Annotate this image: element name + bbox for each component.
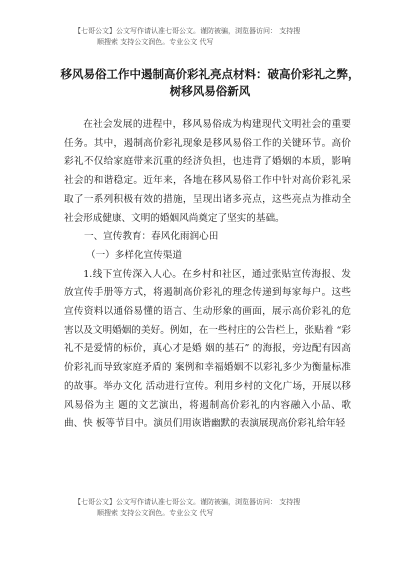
body-paragraph: 1.线下宣传深入人心。在乡村和社区，通过张贴宣传海报、发放宣传手册等方式，将遏制高价彩礼的理念传递到每家每户。这些宣传资料以通俗易懂的语言、生动形象的画面，展示高价彩礼的危害以及文明婚姻的美好。例如，在一些村庄的公告栏上，张贴着 “彩礼不是爱情的标价，真心才是婚 姻的基石” 的海报，旁边配有因高价彩礼而导致家庭矛盾的 案例和幸福婚姻不以彩礼多少为衡量标准的故事。举办文化 活动进行宣传。利用乡村的文化广场，开展以移风易俗为主 题的文艺演出，将遏制高价彩礼的内容融入小品、歌曲、快 板等节目中。演员们用诙谐幽默的表演展现高价彩礼给年轻 bbox=[64, 268, 351, 430]
document-body bbox=[64, 116, 351, 434]
title-line2: 树移风易俗新风 bbox=[169, 84, 251, 98]
header-watermark-line1: 【七哥公文】公文写作请认准七哥公文。谨防被骗，浏览器访问： 支持搜 bbox=[74, 27, 301, 35]
subsection-heading: （一）多样化宣传渠道 bbox=[86, 249, 182, 261]
header-watermark bbox=[74, 26, 374, 48]
header-watermark-line2: 顺搜索 支持公文润色。专业公文 代写 bbox=[97, 38, 214, 46]
title-line1: 移风易俗工作中遏制高价彩礼亮点材料：破高价彩礼之弊， bbox=[60, 67, 360, 81]
footer-watermark-line2: 顺搜索 支持公文润色。专业公文 代写 bbox=[97, 509, 214, 517]
footer-watermark-line1: 【七哥公文】公文写作请认准七哥公文。谨防被骗，浏览器访问： 支持搜 bbox=[74, 498, 301, 506]
intro-paragraph: 在社会发展的进程中，移风易俗成为构建现代文明社会的重要任务。其中，遏制高价彩礼现象是移风易俗工作的关键环节。高价彩礼不仅给家庭带来沉重的经济负担，也违背了婚姻的本质，影响社会的和谐稳定。近年来，各地在移风易俗工作中针对高价彩礼采取了一系列积极有效的措施，呈现出诸多亮点，这些亮点为推动全社会形成健康、文明的婚姻风尚奠定了坚实的基础。 bbox=[64, 119, 351, 224]
section-heading: 一、宣传教育：春风化雨润心田 bbox=[84, 231, 219, 243]
document-title bbox=[60, 66, 360, 100]
footer-watermark bbox=[74, 497, 374, 519]
